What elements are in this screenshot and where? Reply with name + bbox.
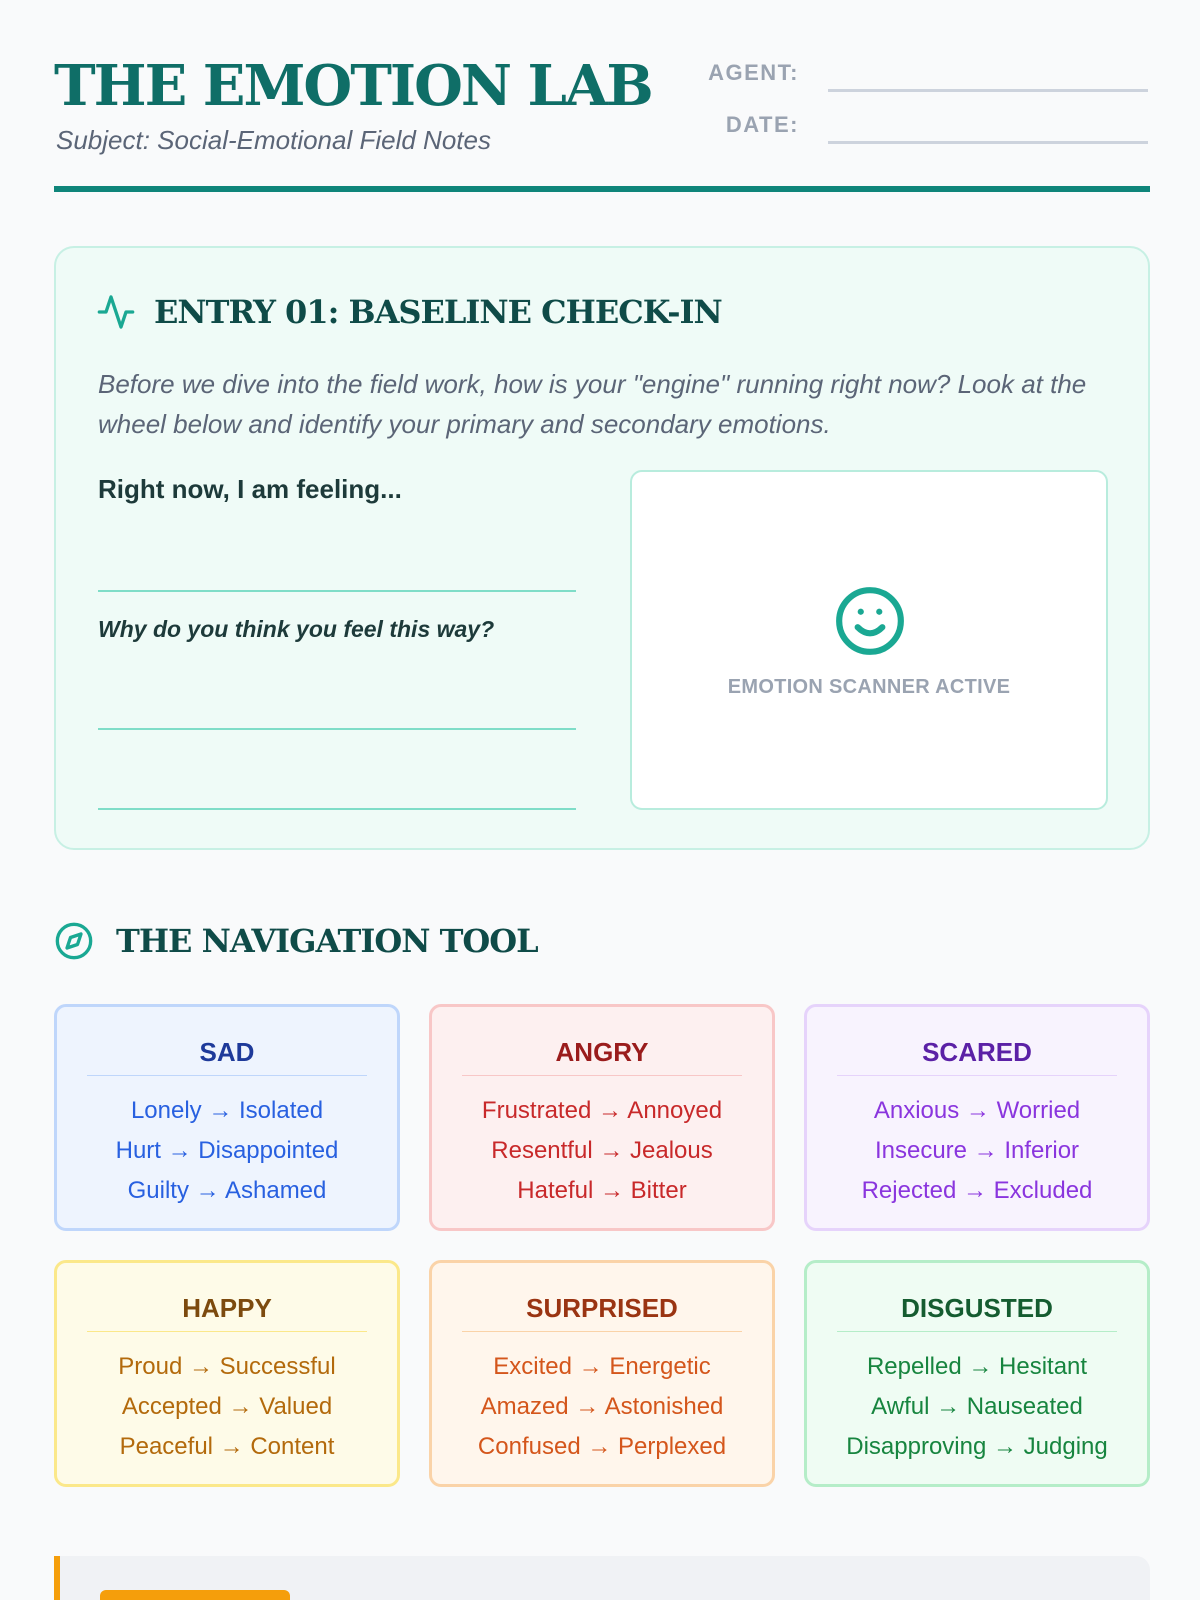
emotion-item: Insecure → Inferior	[874, 1137, 1080, 1164]
emotion-item: Disapproving → Judging	[846, 1433, 1108, 1460]
date-label: DATE:	[725, 112, 799, 137]
emotion-card-disgusted	[804, 1260, 1150, 1487]
navigation-heading	[54, 921, 538, 961]
emotion-card-surprised	[429, 1260, 775, 1487]
emotion-item: Confused → Perplexed	[477, 1433, 727, 1460]
emotion-item: Excited → Energetic	[493, 1353, 711, 1380]
emotion-card-title: SCARED	[837, 1037, 1117, 1076]
why-answer-line-2[interactable]	[98, 808, 576, 810]
emotion-item: Frustrated → Annoyed	[481, 1097, 723, 1124]
emotion-card-title: HAPPY	[87, 1293, 367, 1332]
emotion-card-angry	[429, 1004, 775, 1231]
emotion-scanner	[630, 470, 1108, 810]
scanner-status: EMOTION SCANNER ACTIVE	[727, 676, 1011, 698]
next-section-panel	[54, 1556, 1150, 1600]
agent-label: AGENT:	[708, 60, 799, 85]
emotion-item: Amazed → Astonished	[480, 1393, 724, 1420]
entry-intro: Before we dive into the field work, how is your "engine" running right now? Look at the wheel below and identify your primary and secondary emotions.	[98, 369, 1087, 439]
emotion-item: Hurt → Disappointed	[115, 1137, 339, 1164]
emotion-item: Lonely → Isolated	[130, 1097, 324, 1124]
section-tag	[100, 1590, 290, 1600]
emotion-item: Awful → Nauseated	[871, 1393, 1083, 1420]
page-subtitle: Subject: Social-Emotional Field Notes	[56, 125, 491, 155]
emotion-card-happy	[54, 1260, 400, 1487]
emotion-item: Proud → Successful	[118, 1353, 336, 1380]
emotion-card-title: SAD	[87, 1037, 367, 1076]
page-header	[54, 50, 1150, 192]
feeling-prompt: Right now, I am feeling...	[98, 474, 402, 504]
smiley-face-icon	[833, 584, 907, 658]
emotion-item: Repelled → Hesitant	[866, 1353, 1088, 1380]
emotion-item: Peaceful → Content	[119, 1433, 335, 1460]
date-field[interactable]	[828, 141, 1148, 144]
emotion-card-title: DISGUSTED	[837, 1293, 1117, 1332]
agent-field[interactable]	[828, 89, 1148, 92]
page-title: THE EMOTION LAB	[54, 53, 652, 119]
emotion-item: Anxious → Worried	[873, 1097, 1081, 1124]
emotion-item: Accepted → Valued	[121, 1393, 333, 1420]
emotion-item: Rejected → Excluded	[861, 1177, 1093, 1204]
compass-icon	[54, 921, 94, 961]
baseline-checkin-panel	[54, 246, 1150, 850]
emotion-item: Hateful → Bitter	[517, 1177, 687, 1204]
emotion-card-title: ANGRY	[462, 1037, 742, 1076]
why-prompt: Why do you think you feel this way?	[98, 616, 495, 642]
navigation-title: THE NAVIGATION TOOL	[116, 922, 538, 960]
emotion-card-title: SURPRISED	[462, 1293, 742, 1332]
entry-title: ENTRY 01: BASELINE CHECK-IN	[154, 293, 722, 331]
feeling-answer-line[interactable]	[98, 590, 576, 592]
entry-heading	[96, 292, 722, 332]
heartbeat-icon	[96, 292, 136, 332]
emotion-item: Resentful → Jealous	[491, 1137, 713, 1164]
why-answer-line-1[interactable]	[98, 728, 576, 730]
emotion-item: Guilty → Ashamed	[127, 1177, 327, 1204]
emotion-card-sad	[54, 1004, 400, 1231]
emotion-card-scared	[804, 1004, 1150, 1231]
